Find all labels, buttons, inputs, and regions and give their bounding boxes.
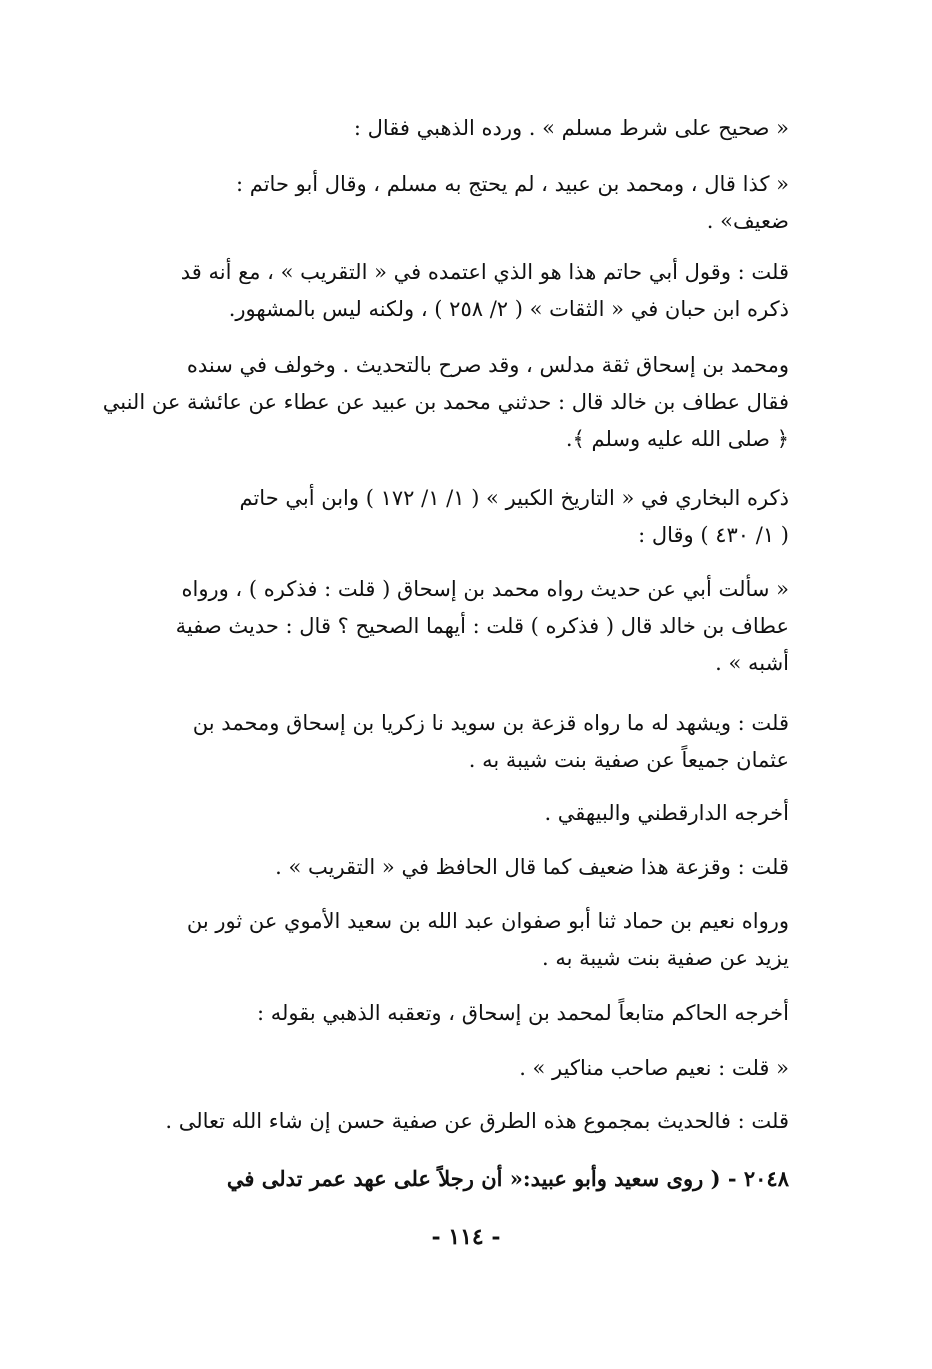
- text-line: فقال عطاف بن خالد قال : حدثني محمد بن عبيد عن عطاء عن عائشة عن النبي: [102, 390, 789, 414]
- text-line: ذكره البخاري في « التاريخ الكبير » ( ١/ ١/ ١٧٢ ) وابن أبي حاتم: [239, 486, 789, 510]
- paragraph: [99, 347, 814, 458]
- text-line: ذكره ابن حبان في « الثقات » ( ٢/ ٢٥٨ ) ، ولكنه ليس بالمشهور.: [228, 297, 789, 321]
- text-line: ( ١/ ٤٣٠ ) وقال :: [638, 523, 789, 547]
- text-line: أخرجه الحاكم متابعاً لمحمد بن إسحاق ، وتعقبه الذهبي بقوله :: [256, 1001, 789, 1025]
- paragraph: [99, 903, 814, 977]
- paragraph: [99, 795, 814, 832]
- hadith-heading: [99, 1160, 814, 1197]
- paragraph: [99, 480, 814, 554]
- paragraph: [99, 849, 814, 886]
- paragraph: [99, 995, 814, 1032]
- text-line: عطاف بن خالد قال ( فذكره ) قلت : أيهما الصحيح ؟ قال : حديث صفية: [175, 614, 789, 638]
- text-line: « كذا قال ، ومحمد بن عبيد ، لم يحتج به مسلم ، وقال أبو حاتم :: [235, 172, 789, 196]
- paragraph: [99, 1103, 814, 1140]
- text-line: يزيد عن صفية بنت شيبة به .: [541, 946, 789, 970]
- paragraph: [99, 166, 814, 240]
- text-line: قلت : فالحديث بمجموع هذه الطرق عن صفية حسن إن شاء الله تعالى .: [165, 1109, 789, 1133]
- text-line: قلت : وقزعة هذا ضعيف كما قال الحافظ في « التقريب » .: [275, 855, 789, 879]
- text-line: ضعيف» .: [706, 209, 789, 233]
- text-line: قلت : وقول أبي حاتم هذا هو الذي اعتمده في « التقريب » ، مع أنه قد: [180, 260, 789, 284]
- text-line: عثمان جميعاً عن صفية بنت شيبة به .: [468, 748, 789, 772]
- text-line: أشبه » .: [715, 651, 789, 675]
- page-number: - ١١٤ -: [431, 1224, 501, 1250]
- paragraph: [99, 110, 814, 147]
- paragraph: [99, 1050, 814, 1087]
- text-line: ومحمد بن إسحاق ثقة مدلس ، وقد صرح بالتحديث . وخولف في سنده: [186, 353, 789, 377]
- text-line: أخرجه الدارقطني والبيهقي .: [544, 801, 789, 825]
- text-line: ﴿ صلى الله عليه وسلم ﴾.: [565, 427, 789, 451]
- paragraph: [99, 705, 814, 779]
- text-line: « سألت أبي عن حديث رواه محمد بن إسحاق ( قلت : فذكره ) ، ورواه: [181, 577, 789, 601]
- text-line: ورواه نعيم بن حماد ثنا أبو صفوان عبد الله بن سعيد الأموي عن ثور بن: [186, 909, 789, 933]
- paragraph: [99, 254, 814, 328]
- text-line: « قلت : نعيم صاحب مناكير » .: [519, 1056, 789, 1080]
- text-line: « صحيح على شرط مسلم » . ورده الذهبي فقال :: [353, 116, 789, 140]
- text-line: قلت : ويشهد له ما رواه قزعة بن سويد نا زكريا بن إسحاق ومحمد بن: [192, 711, 789, 735]
- text-line: ٢٠٤٨ - ( روى سعيد وأبو عبيد:« أن رجلاً على عهد عمر تدلى في: [226, 1166, 789, 1191]
- paragraph: [99, 571, 814, 682]
